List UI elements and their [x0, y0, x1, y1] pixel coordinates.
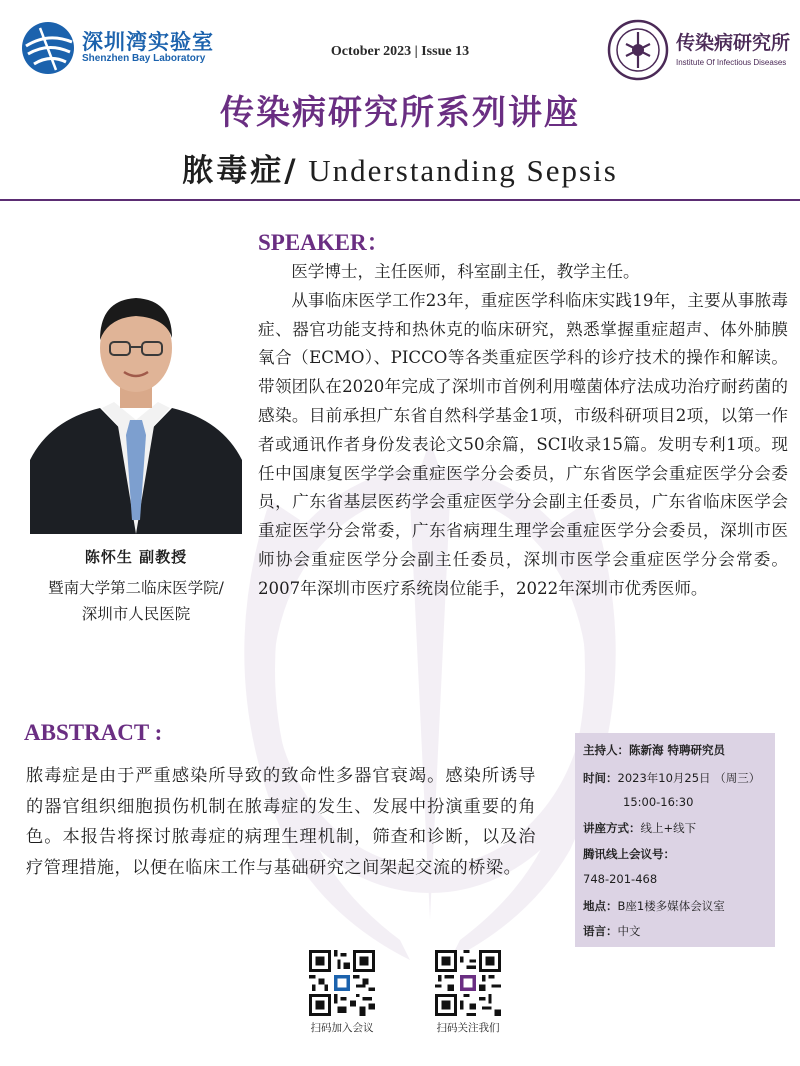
time-label: 时间： [583, 771, 618, 785]
host-label: 主持人： [583, 743, 629, 757]
header-divider [0, 199, 800, 201]
sbl-name-cn: 深圳湾实验室 [82, 30, 214, 54]
event-info-box [575, 733, 775, 947]
lecture-title-cn: 脓毒症/ [182, 153, 299, 189]
speaker-bio [258, 258, 788, 604]
sbl-emblem-icon [20, 20, 78, 76]
time-value-2: 15:00-16:30 [623, 795, 694, 809]
abstract-heading: ABSTRACT : [24, 720, 163, 745]
iid-name-en: Institute Of Infectious Diseases [676, 58, 787, 67]
format-row [583, 820, 696, 836]
iid-name-cn: 传染病研究所 [676, 32, 791, 54]
language-value: 中文 [617, 924, 641, 938]
speaker-name: 陈怀生 副教授 [84, 548, 188, 566]
follow-us-qr-code[interactable] [435, 950, 501, 1016]
lecture-title [0, 145, 800, 190]
language-label: 语言： [583, 924, 618, 938]
host-value: 陈新海 特聘研究员 [629, 743, 726, 757]
time-row [583, 770, 760, 786]
format-value: 线上+线下 [640, 821, 697, 835]
speaker-photo [30, 270, 242, 534]
meeting-id: 748-201-468 [583, 872, 658, 886]
speaker-affiliation-1: 暨南大学第二临床医学院/ [48, 579, 224, 597]
location-value: B座1楼多媒体会议室 [617, 899, 725, 913]
shenzhen-bay-lab-logo [20, 20, 260, 76]
bio-paragraph-2: 从事临床医学工作23年，重症医学科临床实践19年，主要从事脓毒症、器官功能支持和热休克的临床研究，熟悉掌握重症超声、体外肺膜氧合（ECMO）、PICCO等各类重症医学科的诊疗技术的操作和解读。带领团队在2020年完成了深圳市首例利用噬菌体疗法成功治疗耐药菌的感染。目前承担广东省自然科学基金1项，市级科研项目2项，以第一作者或通讯作者身份发表论文50余篇，SCI收录15篇。发明专利1项。现任中国康复医学学会重症医学分会委员，广东省医学会重症医学分会委员，广东省基层医药学会重症医学分会副主任委员，广东省临床医学会重症医学分会常委，广东省病理生理学会重症医学分会委员，深圳市医师协会重症医学分会副主任委员，深圳市医学会重症医学分会常委。2007年深圳市医疗系统岗位能手，2022年深圳市优秀医师。 [258, 290, 788, 598]
series-title: 传染病研究所系列讲座 [220, 93, 580, 133]
host-row [583, 742, 725, 758]
join-meeting-caption: 扫码加入会议 [310, 1022, 374, 1034]
meeting-label: 腾讯线上会议号： [583, 847, 675, 861]
lecture-title-en: Understanding Sepsis [298, 153, 618, 188]
meeting-qr-code[interactable] [309, 950, 375, 1016]
issue-label: October 2023 | Issue 13 [330, 44, 470, 59]
meeting-row [583, 846, 675, 862]
sbl-name-en: Shenzhen Bay Laboratory [82, 53, 206, 64]
time-value: 2023年10月25日 （周三） [617, 771, 761, 785]
institute-seal-icon [606, 18, 670, 82]
location-row [583, 898, 725, 914]
institute-infectious-diseases-logo [606, 18, 796, 82]
speaker-affiliation-2: 深圳市人民医院 [81, 605, 191, 623]
follow-us-caption: 扫码关注我们 [436, 1022, 500, 1034]
format-label: 讲座方式： [583, 821, 641, 835]
bio-paragraph-1: 医学博士，主任医师，科室副主任，教学主任。 [291, 262, 640, 281]
language-row [583, 923, 641, 939]
location-label: 地点： [583, 899, 618, 913]
abstract-body: 脓毒症是由于严重感染所导致的致命性多器官衰竭。感染所诱导的器官组织细胞损伤机制在脓毒症的发生、发展中扮演重要的角色。本报告将探讨脓毒症的病理生理机制，筛查和诊断，以及治疗管理措施，以便在临床工作与基础研究之间架起交流的桥梁。 [26, 766, 536, 878]
speaker-heading: SPEAKER： [258, 230, 390, 255]
